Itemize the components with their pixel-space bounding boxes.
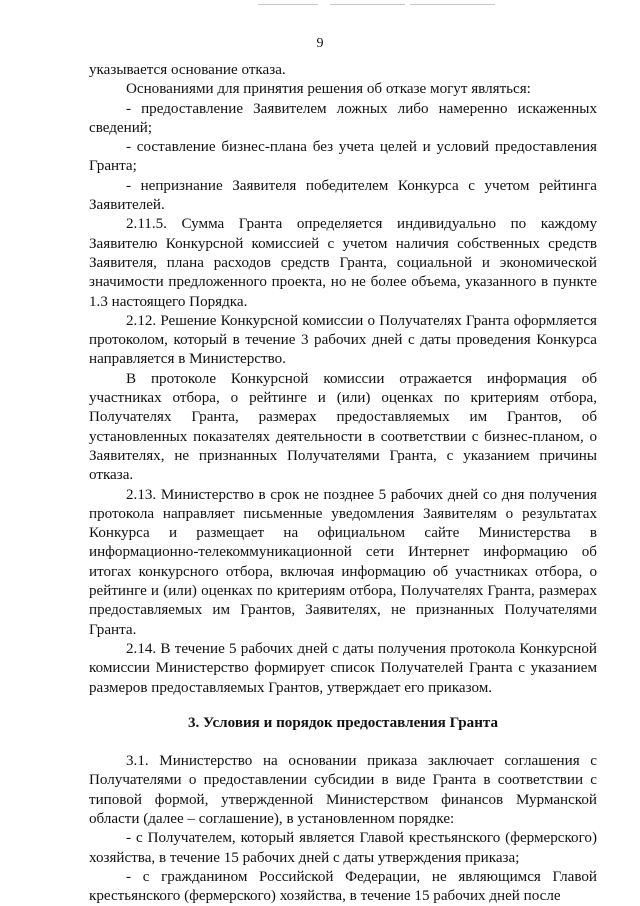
top-rule <box>330 4 405 5</box>
top-rule <box>410 4 495 5</box>
paragraphs-bottom <box>89 752 597 906</box>
top-rule <box>258 4 318 5</box>
paragraph: - с гражданином Российской Федерации, не являющимся Главой крестьянского (фермерского) хозяйства, в течение 15 рабочих дней после <box>89 868 597 905</box>
page-number: 9 <box>316 36 324 51</box>
paragraph: В протоколе Конкурсной комиссии отражается информация об участниках отбора, о рейтинге и (или) оценках по критериям отбора, Получателях Гранта, размерах предоставляемых им Грантов, об установленных показателях деятельности в соответствии с бизнес-планом, о Заявителях, не признанных Получателями Гранта, с указанием причины отказа. <box>89 370 597 484</box>
section-heading: 3. Условия и порядок предоставления Гранта <box>187 714 499 731</box>
paragraphs-top <box>89 61 597 698</box>
document-body <box>89 61 597 906</box>
paragraph: - с Получателем, который является Главой крестьянского (фермерского) хозяйства, в течение 15 рабочих дней с даты утверждения приказа; <box>89 830 597 866</box>
paragraph: 2.11.5. Сумма Гранта определяется индивидуально по каждому Заявителю Конкурсной комиссией с учетом наличия собственных средств Заявителя, плана расходов средств Гранта, социальной и экономической значимости предложенного проекта, но не более объема, указанного в пункте 1.3 настоящего Порядка. <box>89 216 597 310</box>
paragraph: указывается основание отказа. <box>89 62 286 78</box>
paragraph: - предоставление Заявителем ложных либо намеренно искаженных сведений; <box>89 100 597 136</box>
paragraph: - составление бизнес-плана без учета целей и условий предоставления Гранта; <box>89 139 597 175</box>
paragraph: - непризнание Заявителя победителем Конкурса с учетом рейтинга Заявителей. <box>89 177 597 214</box>
paragraph: Основаниями для принятия решения об отказе могут являться: <box>126 81 531 98</box>
paragraph: 2.14. В течение 5 рабочих дней с даты получения протокола Конкурсной комиссии Министерство формирует список Получателей Гранта с указанием размеров предоставляемых Грантов, утверждает его приказом. <box>89 640 597 696</box>
paragraph: 3.1. Министерство на основании приказа заключает соглашения с Получателями о предоставлении субсидии в виде Гранта в соответствии с типовой формой, утвержденной Министерством финансов Мурманской области (далее – соглашение), в установленном порядке: <box>89 753 597 827</box>
paragraph: 2.13. Министерство в срок не позднее 5 рабочих дней со дня получения протокола направляет письменные уведомления Заявителям о результатах Конкурса и размещает на официальном сайте Министерства в информационно-телекоммуникационной сети Интернет информацию об итогах конкурсного отбора, включая информацию об участниках отбора, о рейтинге и (или) оценках по критериям отбора, Получателях Гранта, размерах предоставляемых им Грантов, Заявителях, не признанных Получателями Гранта. <box>89 486 597 638</box>
paragraph: 2.12. Решение Конкурсной комиссии о Получателях Гранта оформляется протоколом, который в течение 3 рабочих дней с даты проведения Конкурса направляется в Министерство. <box>89 312 597 368</box>
